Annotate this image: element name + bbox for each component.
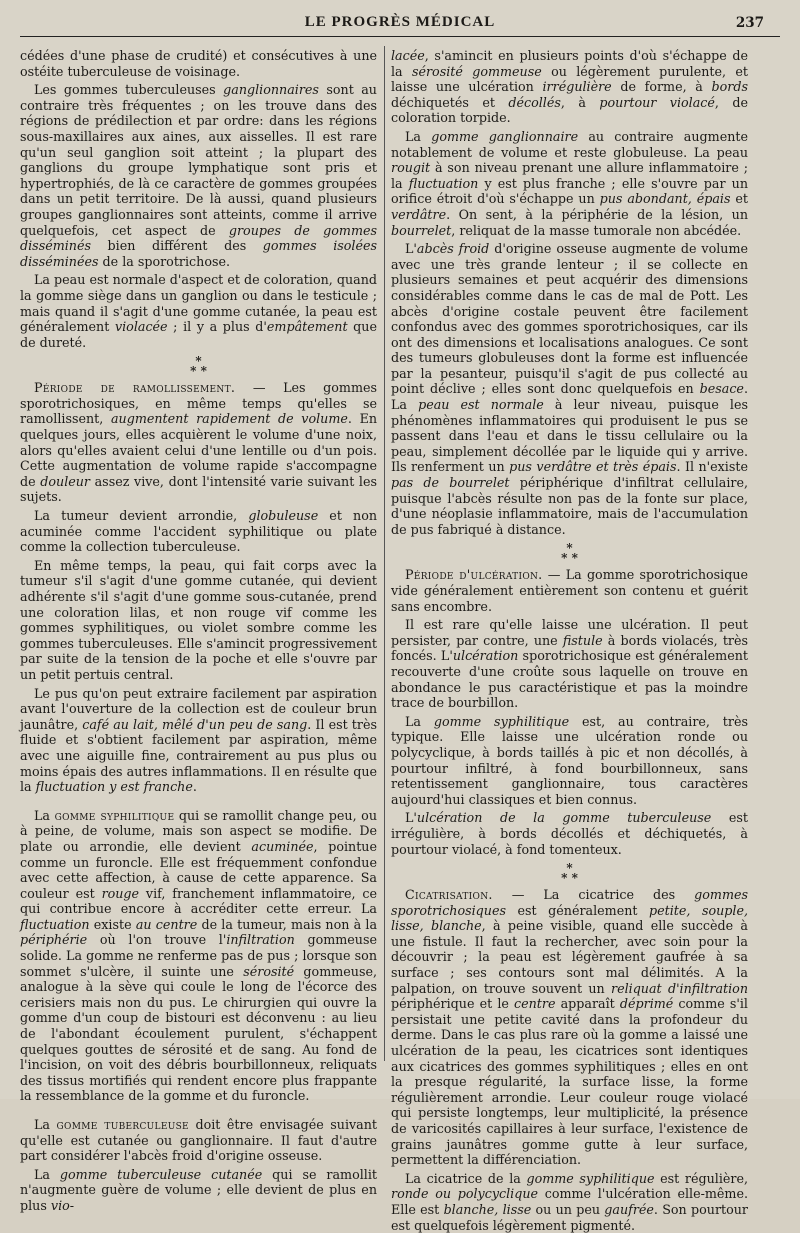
section-heading: Période d'ulcération. <box>405 567 543 583</box>
paragraph: cédées d'une phase de crudité) et consécutives à une ostéite tuberculeuse de voisinage. <box>20 48 377 79</box>
paragraph: La tumeur devient arrondie, globuleuse et non acuminée comme l'accident syphilitique ou plate comme la collection tuberculeuse. <box>20 508 378 555</box>
paragraph: La gomme tuberculeuse cutanée qui se ramollit n'augmente guère de volume ; elle devient de plus en plus vio- <box>20 1166 377 1213</box>
paragraph: La gomme syphilitique est, au contraire, très typique. Elle laisse une ulcération ronde ou polycyclique, à bords taillés à pic et non décollés, à pourtour infiltré, à fond bourbillonneux, sans retentissement ganglionnaire, tous caractères aujourd'hui classiques et bien connus. <box>391 713 748 807</box>
paragraph: lacée, s'amincit en plusieurs points d'où s'échappe de la sérosité gommeuse ou légèrement purulente, et laisse une ulcération irrégulière de forme, à bords déchiquetés et décollés, à pourtour violacé, de coloration torpide. <box>391 48 748 126</box>
column-divider <box>384 46 385 1061</box>
right-column <box>391 48 749 1233</box>
paragraph: L'abcès froid d'origine osseuse augmente de volume avec une très grande lenteur ; il se collecte en plusieurs semaines et peut acquérir des dimensions considérables comme dans le cas de mal de Pott. Les abcès d'origine costale peuvent être facilement confondus avec des gommes sporotrichosiques, car ils ont des dimensions et localisations analogues. Ce sont des tumeurs globuleuses dont la forme est influencée par la pesanteur, puisqu'il s'agit de pus collecté au point déclive ; elles sont donc quelquefois en besace. La peau est normale à leur niveau, puisque les phénomènes inflammatoires qui produisent le pus se passent dans l'eau et dans le tissu cellulaire ou la peau, simplement décollée par le liquide qui y arrive. Ils renferment un pus verdâtre et très épais. Il n'existe pas de bourrelet périphérique d'infiltrat cellulaire, puisque l'abcès résulte non pas de la fonte sur place, d'une néoplasie inflammatoire, mais de l'accumulation de pus fabriqué à distance. <box>391 241 748 537</box>
section-asterism: * * * <box>561 861 578 886</box>
paragraph: La peau est normale d'aspect et de coloration, quand la gomme siège dans un ganglion ou dans le testicule ; mais quand il s'agit d'une gomme cutanée, la peau est généralement violacée ; il y a plus d'empâtement que de dureté. <box>20 272 377 350</box>
paragraph: Période d'ulcération. — La gomme sporotrichosique vide généralement entièrement son contenu et guérit sans encombre. <box>391 567 748 614</box>
paragraph: L'ulcération de la gomme tuberculeuse est irrégulière, à bords décollés et déchiquetés, à pourtour violacé, à fond tomenteux. <box>391 810 749 857</box>
paragraph: Le pus qu'on peut extraire facilement par aspiration avant l'ouverture de la collection est de couleur brun jaunâtre, café au lait, mêlé d'un peu de sang. Il est très fluide et s'obtient facilement par aspiration, même avec une aiguille fine, contrairement au pus plus ou moins épais des autres inflammations. Il en résulte que la fluctuation y est franche. <box>20 685 377 795</box>
paragraph: La gomme tuberculeuse doit être envisagée suivant qu'elle est cutanée ou ganglionnaire. Il faut d'autre part considérer l'abcès froid d'origine osseuse. <box>20 1117 378 1164</box>
page-number: 237 <box>735 15 764 31</box>
running-title: LE PROGRÈS MÉDICAL <box>304 14 496 30</box>
left-column <box>20 48 378 1213</box>
paragraph: Les gommes tuberculeuses ganglionnaires sont au contraire très fréquentes ; on les trouve dans des régions de prédilection et par ordre: dans les régions sous-maxillaires aux aines, aux aisselles. Il est rare qu'un seul ganglion soit atteint ; la plupart des ganglions du groupe lymphatique sont pris et hypertrophiés, de là ce caractère de gommes groupées dans un petit territoire. De là aussi, quand plusieurs groupes ganglionnaires sont atteints, comme il arrive quelquefois, cet aspect de groupes de gommes disséminés bien différent des gommes isolées disséminées de la sporotrichose. <box>20 82 377 269</box>
paragraph: La cicatrice de la gomme syphilitique est régulière, ronde ou polycyclique comme l'ulcération elle-même. Elle est blanche, lisse ou un peu gaufrée. Son pourtour est quelquefois légèrement pigmenté. <box>391 1170 749 1233</box>
page-header <box>20 14 780 37</box>
section-asterism: * * * <box>190 354 207 379</box>
paragraph: La gomme syphilitique qui se ramollit change peu, ou à peine, de volume, mais son aspect se modifie. De plate ou arrondie, elle devient acuminée, pointue comme un furoncle. Elle est fréquemment confondue avec cette affection, à cause de cette apparence. Sa couleur est rouge vif, franchement inflammatoire, ce qui contribue encore à accréditer cette erreur. La fluctuation existe au centre de la tumeur, mais non à la périphérie où l'on trouve l'infiltration gommeuse solide. La gomme ne renferme pas de pus ; lorsque son sommet s'ulcère, il suinte une sérosité gommeuse, analogue à la sève qui coule le long de l'écorce des cerisiers mais non du pus. Le chirurgien qui ouvre la gomme d'un coup de bistouri est déconvenu : au lieu de l'abondant écoulement purulent, s'échappent quelques gouttes de sérosité et de sang. Au fond de l'incision, on voit des débris bourbillonneux, reliquats des tissus mortifiés qui rendent encore plus frappante la ressemblance de la gomme et du furoncle. <box>20 807 378 1104</box>
paragraph: Période de ramollissement. — Les gommes sporotrichosiques, en même temps qu'elles se ramollissent, augmentent rapidement de volume. En quelques jours, elles acquièrent le volume d'une noix, alors qu'elles avaient celui d'une lentille ou d'un pois. Cette augmentation de volume rapide s'accompagne de douleur assez vive, dont l'intensité varie suivant les sujets. <box>20 380 378 505</box>
paragraph: En même temps, la peau, qui fait corps avec la tumeur s'il s'agit d'une gomme cutanée, qui devient adhérente s'il s'agit d'une gomme sous-cutanée, prend une coloration lilas, et non rouge vif comme les gommes syphilitiques, ou violet sombre comme les gommes tuberculeuses. Elle s'amincit progressivement par suite de la tension de la poche et elle s'ouvre par un petit pertuis central. <box>20 557 377 682</box>
section-heading: Cicatrisation. <box>405 887 493 903</box>
section-asterism: * * * <box>561 541 578 566</box>
paragraph: Il est rare qu'elle laisse une ulcération. Il peut persister, par contre, une fistule à bords violacés, très foncés. L'ulcération sporotrichosique est généralement recouverte d'une croûte sous laquelle on trouve en abondance le pus caractéristique et pas la moindre trace de bourbillon. <box>391 617 748 711</box>
section-heading: Période de ramollissement. <box>34 380 236 396</box>
paragraph: Cicatrisation. — La cicatrice des gommes sporotrichosiques est généralement petite, souple, lisse, blanche, à peine visible, quand elle succède à une fistule. Il faut la rechercher, avec soin pour la découvrir ; la peau est légèrement gaufrée à sa surface ; ses contours sont mal délimités. A la palpation, on trouve souvent un reliquat d'infiltration périphérique et le centre apparaît déprimé comme s'il persistait une petite cavité dans la profondeur du derme. Dans le cas plus rare où la gomme a laissé une ulcération de la peau, les cicatrices sont identiques aux cicatrices des gommes syphilitiques ; elles en ont la presque régularité, la surface lisse, la forme régulièrement arrondie. Leur couleur rouge violacé qui persiste longtemps, leur multiplicité, la présence de varicosités capillaires à leur surface, l'existence de grains jaunâtres gomme gutte à leur surface, permettent la différenciation. <box>391 887 748 1168</box>
paragraph: La gomme ganglionnaire au contraire augmente notablement de volume et reste globuleuse. La peau rougit à son niveau prenant une allure inflammatoire ; la fluctuation y est plus franche ; elle s'ouvre par un orifice étroit d'où s'échappe un pus abondant, épais et verdâtre. On sent, à la périphérie de la lésion, un bourrelet, reliquat de la masse tumorale non abcédée. <box>391 128 749 238</box>
